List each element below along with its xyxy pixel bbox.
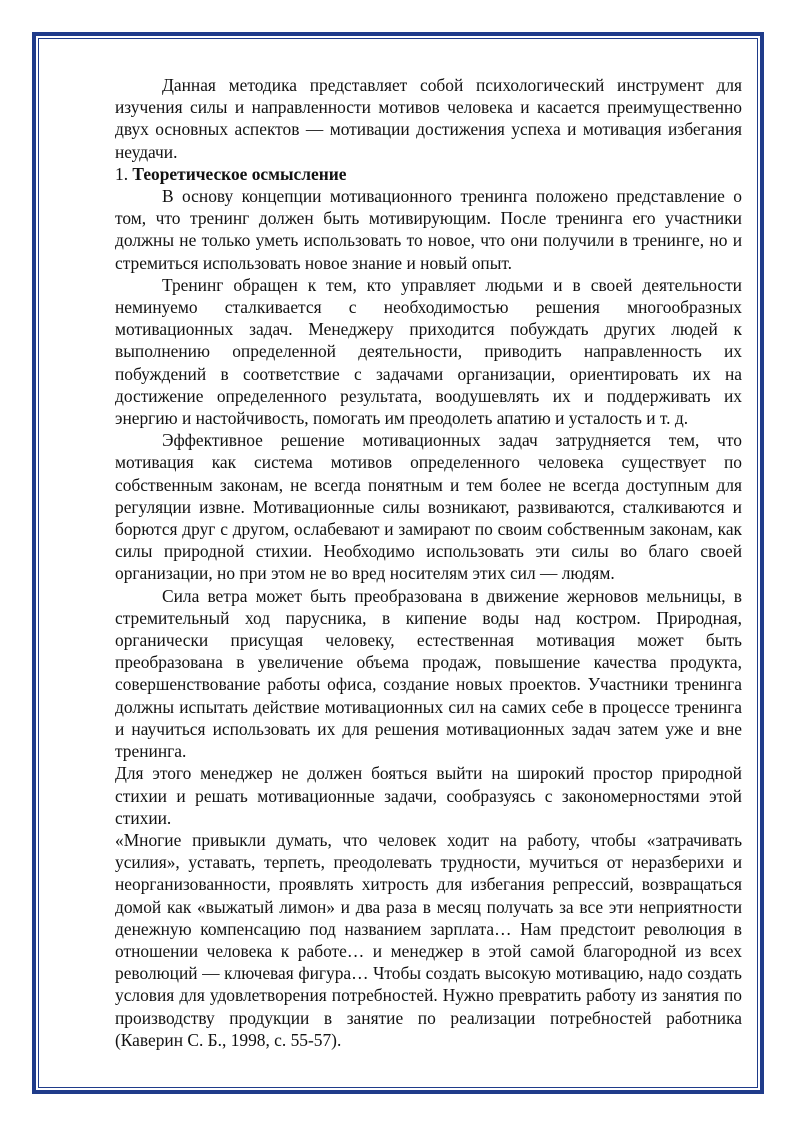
paragraph-concept: В основу концепции мотивационного тренинга положено представление о том, что тренинг должен быть мотивирующим. После тренинга его участники должны не только уметь использовать то новое, что они получили в тренинге, но и стремиться использовать новое знание и новый опыт.: [115, 186, 742, 273]
paragraph-wind-metaphor: Сила ветра может быть преобразована в движение жерновов мельницы, в стремительный ход парусника, в кипение воды над костром. Природная, органически присущая человеку, естественная мотивация может быть преобразована в увеличение объема продаж, повышение качества продукта, совершенствование работы офиса, создание новых проектов. Участники тренинга должны испытать действие мотивационных сил на самих себе в процессе тренинга и научиться использовать их для решения мотивационных задач затем уже и вне тренинга.: [115, 585, 742, 762]
paragraph-motivation-laws: Эффективное решение мотивационных задач затрудняется тем, что мотивация как система мотивов определенного человека существует по собственным законам, не всегда понятным и тем более не всегда доступным для регуляции извне. Мотивационные силы возникают, развиваются, сталкиваются и борются друг с другом, ослабевают и замирают по своим собственным законам, как силы природной стихии. Необходимо использовать эти силы во благо своей организации, но при этом не во вред носителям этих сил — людям.: [115, 430, 742, 584]
section-heading: [115, 163, 742, 185]
paragraph-intro: Данная методика представляет собой психологический инструмент для изучения силы и направленности мотивов человека и касается преимущественно двух основных аспектов — мотивации достижения успеха и мотивация избегания неудачи.: [115, 75, 742, 162]
paragraph-audience: Тренинг обращен к тем, кто управляет людьми и в своей деятельности неминуемо сталкивается с необходимостью решения многообразных мотивационных задач. Менеджеру приходится побуждать других людей к выполнению определенной деятельности, приводить направленность их побуждений в соответствие с задачами организации, ориентировать их на достижение определенного результата, воодушевлять их и поддерживать их энергию и настойчивость, помогать им преодолеть апатию и усталость и т. д.: [115, 274, 742, 429]
paragraph-quote: «Многие привыкли думать, что человек ходит на работу, чтобы «затрачивать усилия», уставать, терпеть, преодолевать трудности, мучиться от неразберихи и неорганизованности, проявлять хитрость для избегания репрессий, возвращаться домой как «выжатый лимон» и два раза в месяц получать за все эти неприятности денежную компенсацию под названием зарплата… Нам предстоит революция в отношении человека к работе… и менеджер в этой самой благородной из всех революций — ключевая фигура… Чтобы создать высокую мотивацию, надо создать условия для удовлетворения потребностей. Нужно превратить работу из занятия по производству продукции в занятие по реализации потребностей работника (Каверин С. Б., 1998, с. 55-57).: [115, 829, 742, 1050]
section-heading-number: 1.: [115, 163, 129, 184]
document-body: [115, 74, 742, 1051]
paragraph-manager: Для этого менеджер не должен бояться выйти на широкий простор природной стихии и решать мотивационные задачи, сообразуясь с закономерностями этой стихии.: [115, 763, 742, 828]
section-heading-text: Теоретическое осмысление: [132, 163, 347, 184]
